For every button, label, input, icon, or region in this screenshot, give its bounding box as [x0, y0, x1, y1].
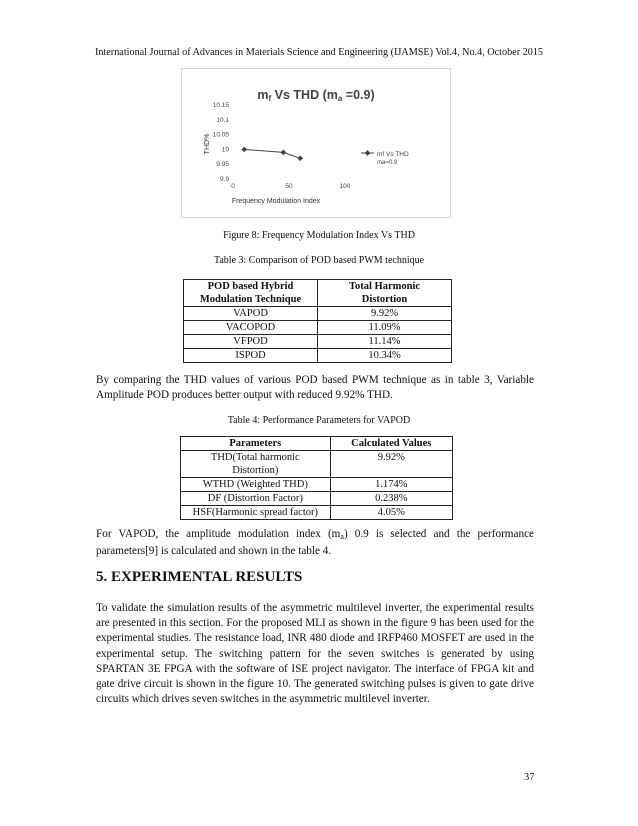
table-header-cell: Total Harmonic Distortion: [318, 280, 452, 307]
param-cell: DF (Distortion Factor): [181, 492, 331, 506]
value-cell: 0.238%: [330, 492, 452, 506]
paragraph-comparison: By comparing the THD values of various POD based PWM technique as in table 3, Variable Amplitude POD produces better output with reduced 9.92% THD.: [96, 374, 534, 402]
param-cell: THD(Total harmonic Distortion): [181, 451, 331, 478]
x-tick-label: 0: [231, 183, 235, 190]
technique-cell: VFPOD: [184, 335, 318, 349]
chart-xlabel: Frequency Modulation Index: [231, 198, 321, 205]
technique-cell: VAPOD: [184, 307, 318, 321]
technique-cell: VACOPOD: [184, 321, 318, 335]
table-row: [181, 478, 453, 492]
table-4: [180, 436, 453, 520]
technique-cell: ISPOD: [184, 349, 318, 363]
table-row: [184, 349, 452, 363]
table-3: [183, 279, 452, 363]
table-row: [184, 307, 452, 321]
thd-cell: 10.34%: [318, 349, 452, 363]
x-tick-label: 100: [339, 183, 351, 190]
table-row: [181, 451, 453, 478]
table-row: [181, 492, 453, 506]
figure-8-chart: [181, 68, 451, 218]
chart-svg: [181, 68, 451, 218]
table-header-row: [181, 437, 453, 451]
thd-cell: 9.92%: [318, 307, 452, 321]
figure-8-caption: Figure 8: Frequency Modulation Index Vs THD: [223, 230, 415, 241]
y-tick-label: 9.95: [216, 161, 229, 169]
journal-header: International Journal of Advances in Materials Science and Engineering (IJAMSE) Vol.4, No.4, October 2015: [94, 47, 544, 58]
y-tick-label: 10.1: [216, 116, 229, 124]
thd-cell: 11.14%: [318, 335, 452, 349]
y-tick-label: 10.15: [212, 102, 229, 109]
page-number: 37: [524, 772, 535, 783]
param-cell: WTHD (Weighted THD): [181, 478, 331, 492]
table-header-cell: POD based Hybrid Modulation Technique: [184, 280, 318, 307]
value-cell: 9.92%: [330, 451, 452, 478]
legend-label-1: mf Vs THD: [377, 151, 409, 158]
paragraph-vapod: For VAPOD, the amplitude modulation index $(m_a)$ 0.9 is selected and the performance parameters[9] is calculated and shown in the table 4.: [96, 528, 534, 558]
value-cell: 4.05%: [330, 506, 452, 520]
x-tick-label: 50: [285, 183, 293, 190]
chart-ylabel: THD%: [204, 133, 211, 155]
paragraph-experimental: To validate the simulation results of the asymmetric multilevel inverter, the experimental results are presented in this section. For the proposed MLI as shown in the figure 9 has been used for the experimental studies. The resistance load, INR 480 diode and IRFP460 MOSFET are used in the experimental setup. The switching pattern for the seven switches is generated by using SPARTAN 3E FPGA with the software of ISE project navigator. The interface of FPGA kit and gate drive circuit is shown in the figure 10. The generated switching pulses is given to gate drive circuits which drives seven switches in the asymmetric multilevel inverter.: [96, 602, 534, 706]
table-row: [184, 335, 452, 349]
table-header-cell: Parameters: [181, 437, 331, 451]
table-row: [184, 321, 452, 335]
table-row: [181, 506, 453, 520]
legend-label-2: ma=0.9: [377, 160, 398, 166]
param-cell: HSF(Harmonic spread factor): [181, 506, 331, 520]
table-header-cell: Calculated Values: [330, 437, 452, 451]
value-cell: 1.174%: [330, 478, 452, 492]
thd-cell: 11.09%: [318, 321, 452, 335]
table-3-caption: Table 3: Comparison of POD based PWM technique: [213, 255, 425, 266]
table-header-row: [184, 280, 452, 307]
section-heading: 5. EXPERIMENTAL RESULTS: [96, 569, 303, 585]
y-tick-label: 10.05: [212, 131, 229, 139]
y-tick-label: 10: [221, 146, 229, 154]
y-tick-label: 9.9: [219, 176, 229, 183]
table-4-caption: Table 4: Performance Parameters for VAPOD: [227, 415, 411, 426]
chart-title: mf Vs THD (ma =0.9): [257, 88, 375, 103]
